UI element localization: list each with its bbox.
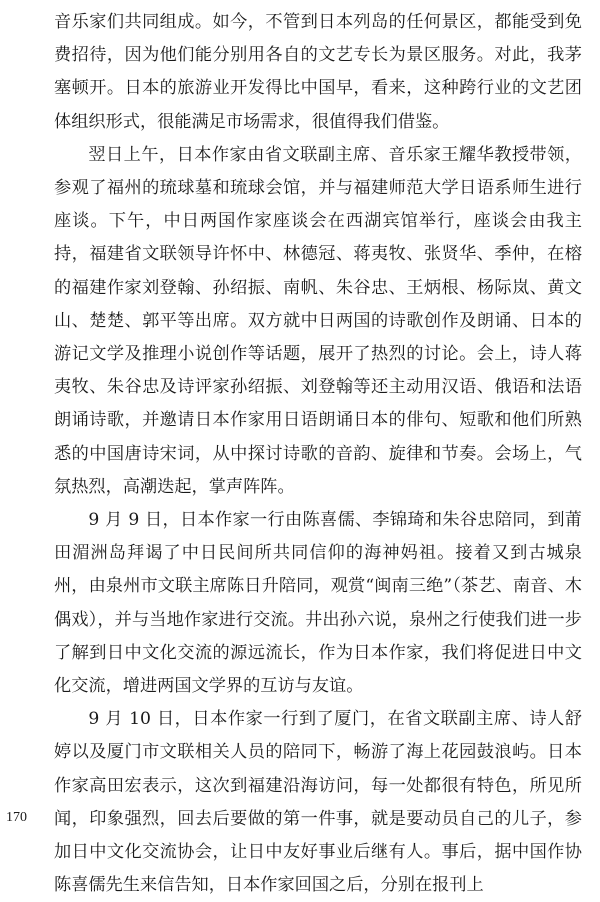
document-page [54,0,582,896]
paragraph-sept-9: 9 月 9 日，日本作家一行由陈喜儒、李锦琦和朱谷忠陪同，到莆田湄洲岛拜谒了中日民间所共同信仰的海神妈祖。接着又到古城泉州，由泉州市文联主席陈日升陪同，观赏“闽南三绝”（茶艺、南音、木偶戏），并与当地作家进行交流。井出孙六说，泉州之行使我们进一步了解到日中文化交流的源远流长，作为日本作家，我们将促进日中文化交流，增进两国文学界的互访与友谊。 [54,510,582,697]
paragraph-sept-10: 9 月 10 日，日本作家一行到了厦门，在省文联副主席、诗人舒婷以及厦门市文联相关人员的陪同下，畅游了海上花园鼓浪屿。日本作家高田宏表示，这次到福建沿海访问，每一处都很有特色，所见所闻，印象强烈，回去后要做的第一件事，就是要动员自己的儿子，参加日中文化交流协会，让日中友好事业后继有人。事后，据中国作协陈喜儒先生来信告知，日本作家回国之后，分别在报刊上 [54,709,582,896]
paragraph-continued: 音乐家们共同组成。如今，不管到日本列岛的任何景区，都能受到免费招待，因为他们能分别用各自的文艺专长为景区服务。对此，我茅塞顿开。日本的旅游业开发得比中国早，看来，这种跨行业的文艺团体组织形式，很能满足市场需求，很值得我们借鉴。 [54,12,582,132]
page-number: 170 [6,810,27,825]
paragraph-symposium: 翌日上午，日本作家由省文联副主席、音乐家王耀华教授带领，参观了福州的琉球墓和琉球会馆，并与福建师范大学日语系师生进行座谈。下午，中日两国作家座谈会在西湖宾馆举行，座谈会由我主持，福建省文联领导许怀中、林德冠、蒋夷牧、张贤华、季仲，在榕的福建作家刘登翰、孙绍振、南帆、朱谷忠、王炳根、杨际岚、黄文山、楚楚、郭平等出席。双方就中日两国的诗歌创作及朗诵、日本的游记文学及推理小说创作等话题，展开了热烈的讨论。会上，诗人蒋夷牧、朱谷忠及诗评家孙绍振、刘登翰等还主动用汉语、俄语和法语朗诵诗歌，并邀请日本作家用日语朗诵日本的俳句、短歌和他们所熟悉的中国唐诗宋词，从中探讨诗歌的音韵、旋律和节奏。会场上，气氛热烈，高潮迭起，掌声阵阵。 [54,144,582,497]
